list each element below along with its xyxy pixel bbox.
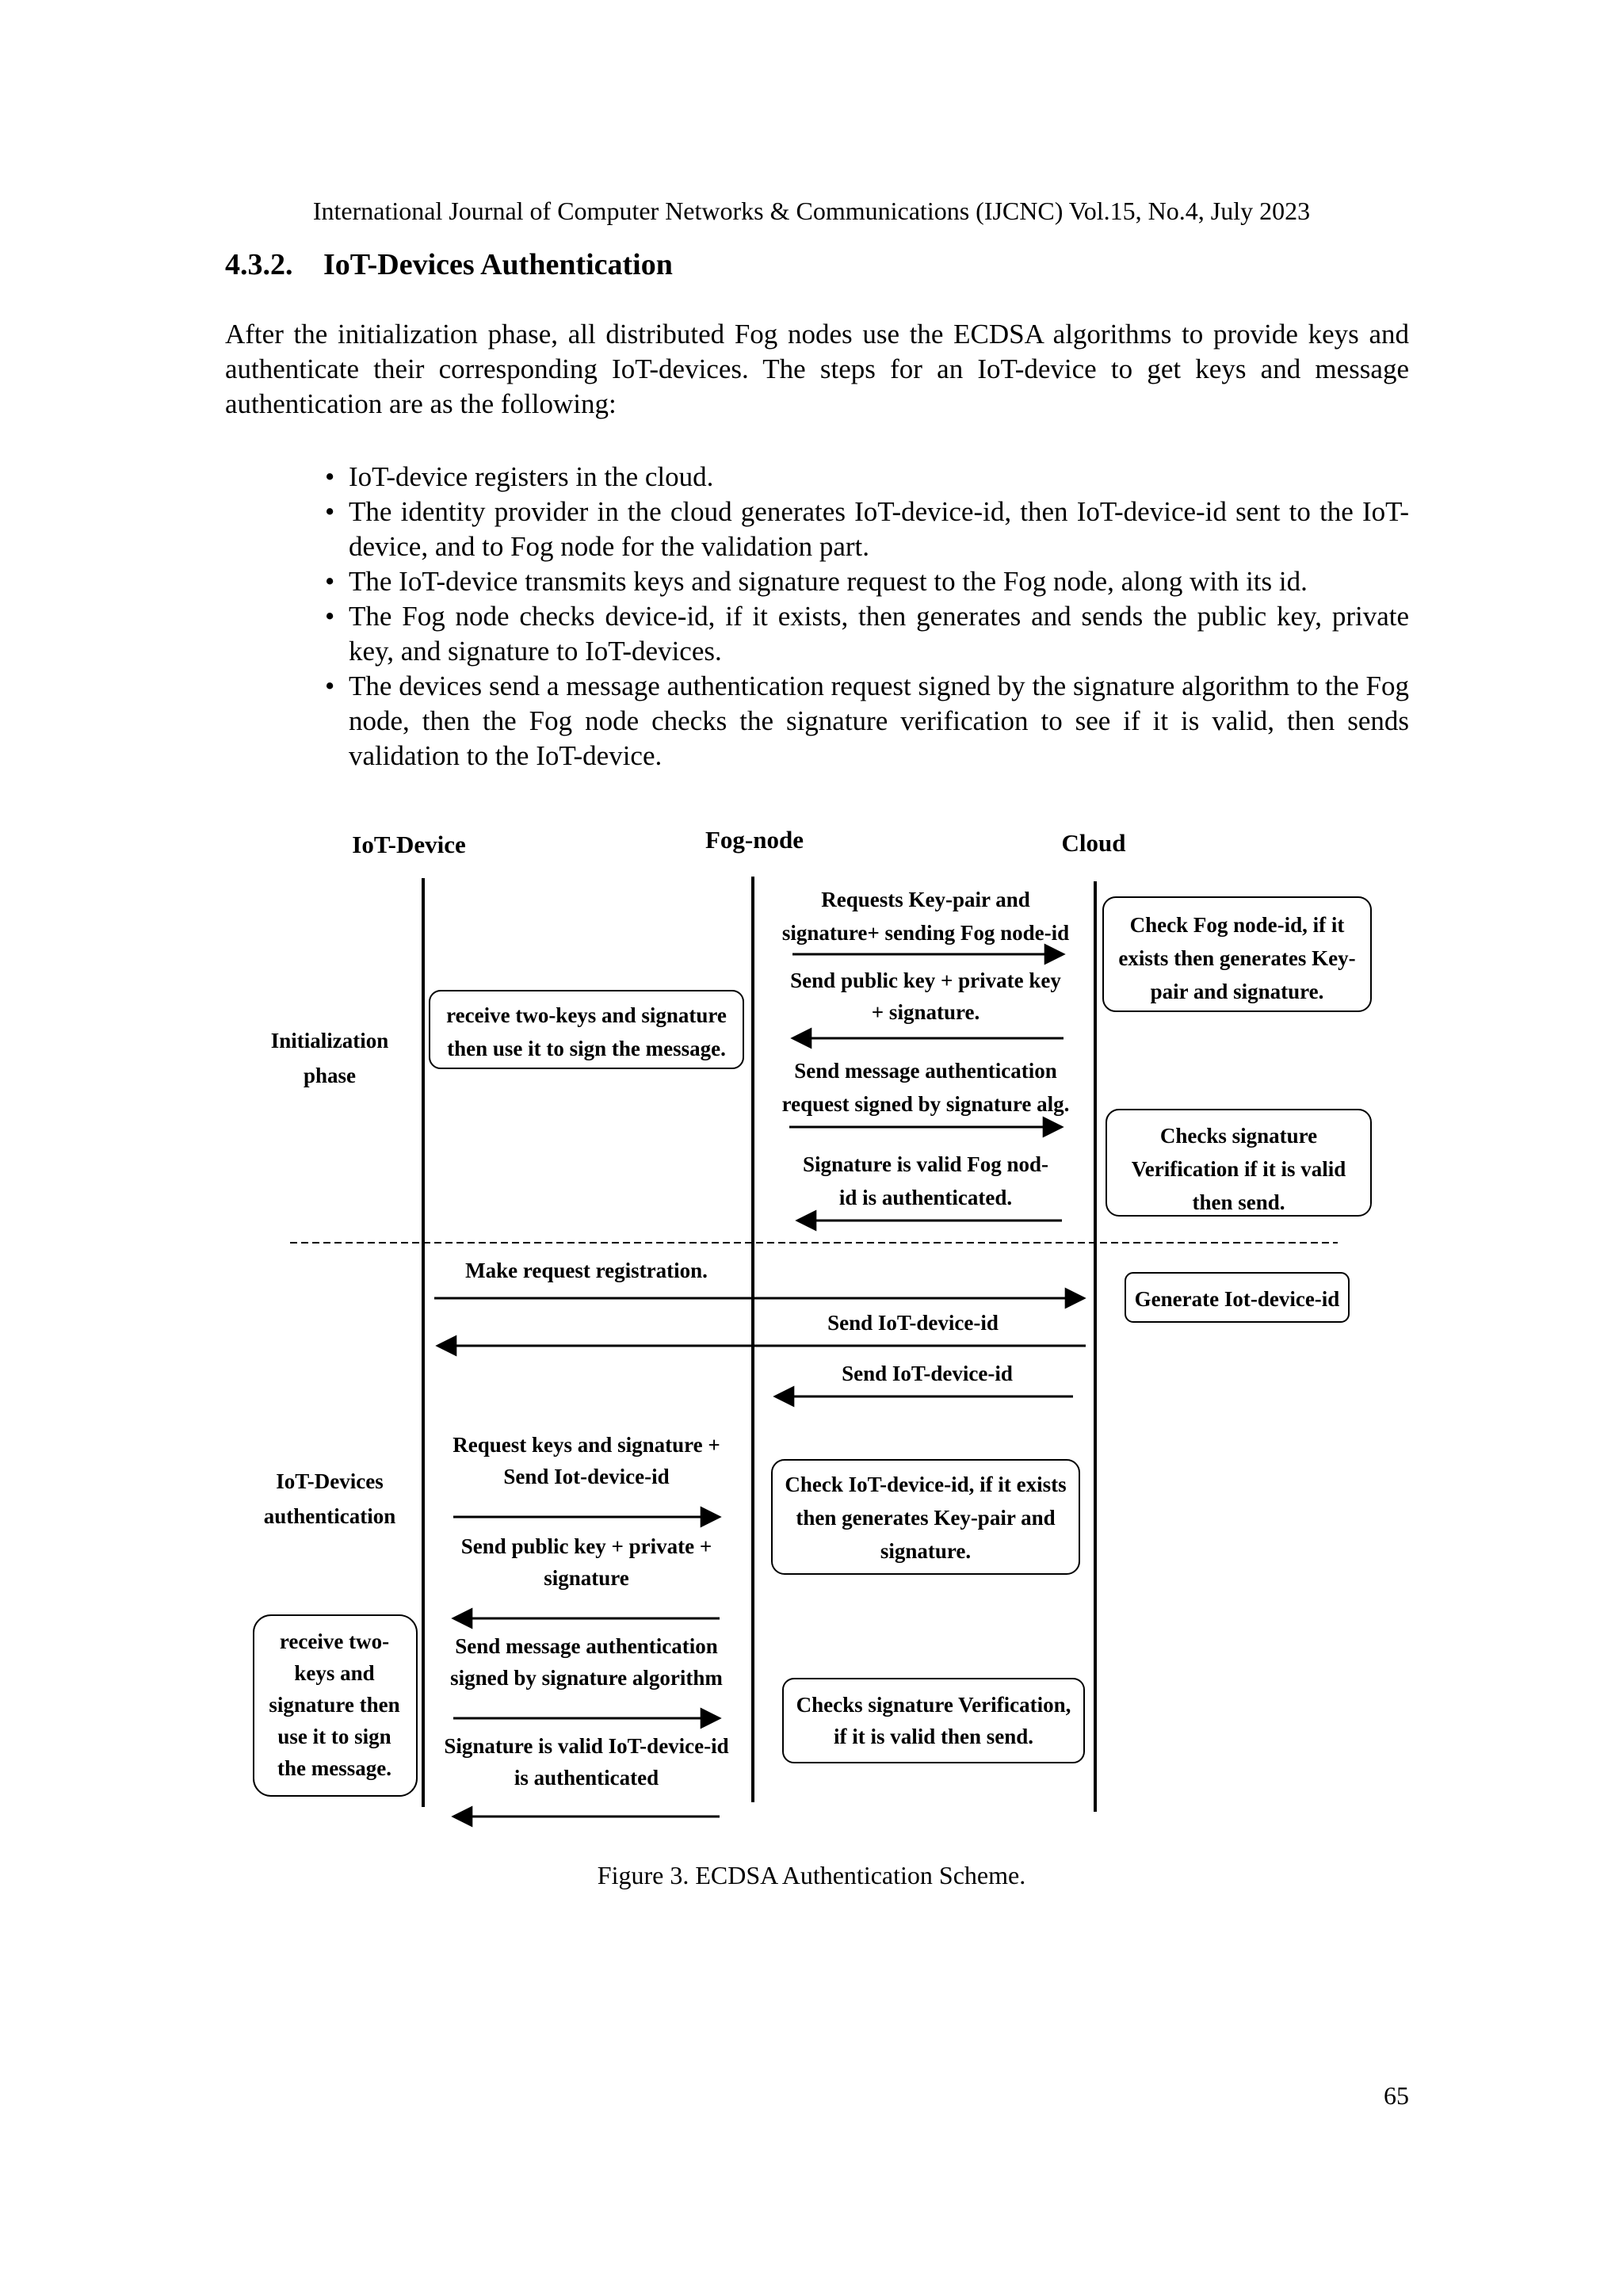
iot-auth-box-text: receive two- [279, 1629, 390, 1653]
list-item [300, 599, 1409, 669]
iot-auth-box-text: signature then [269, 1693, 400, 1717]
iot-init-box-text: then use it to sign the message. [447, 1037, 726, 1060]
phase-label-authentication: authentication [263, 1504, 396, 1528]
list-item-text: The IoT-device transmits keys and signature request to the Fog node, along with its id. [349, 566, 1308, 597]
cloud-verify-box-text: Checks signature [1159, 1124, 1318, 1148]
bullet-icon: • [325, 496, 335, 527]
cloud-check-box-text: pair and signature. [1150, 980, 1324, 1003]
init-message-1: signature+ sending Fog node-id [781, 921, 1070, 945]
column-cloud: Cloud [1061, 829, 1126, 857]
list-item [300, 669, 1409, 774]
section-number: 4.3.2. [225, 248, 293, 281]
iot-auth-box-text: the message. [277, 1756, 391, 1780]
iot-init-box-text: receive two-keys and signature [446, 1003, 727, 1027]
fog-check-box-text: signature. [880, 1539, 972, 1563]
phase-label-initialization: Initialization [270, 1029, 389, 1052]
bullet-icon: • [325, 461, 335, 492]
auth-message-2: Send public key + private + [460, 1534, 712, 1558]
cloud-verify-box-text: Verification if it is valid [1131, 1157, 1346, 1181]
init-message-2: Send public key + private key [790, 968, 1061, 992]
fog-verify-box [783, 1679, 1084, 1763]
phase-label-initialization: phase [303, 1064, 357, 1087]
bullet-icon: • [325, 670, 335, 701]
intro-paragraph: After the initialization phase, all distributed Fog nodes use the ECDSA algorithms to provide keys and authenticate their corresponding IoT-devices. The steps for an IoT-device to get keys and message authentication are as the following: [225, 319, 1409, 419]
steps-list [300, 460, 1409, 774]
send-id-message: Send IoT-device-id [842, 1362, 1013, 1385]
auth-message-1: Send Iot-device-id [503, 1465, 670, 1488]
section-title: IoT-Devices Authentication [323, 248, 673, 281]
journal-header: International Journal of Computer Networks & Communications (IJCNC) Vol.15, No.4, July 2023 [312, 197, 1311, 225]
bullet-icon: • [325, 601, 335, 632]
send-id-message: Send IoT-device-id [827, 1311, 999, 1335]
column-iot-device: IoT-Device [352, 831, 466, 858]
list-item [300, 495, 1409, 564]
auth-message-4: Signature is valid IoT-device-id [444, 1734, 729, 1758]
page-number: 65 [1384, 2081, 1409, 2110]
auth-message-3: Send message authentication [455, 1634, 718, 1658]
fog-check-box-text: Check IoT-device-id, if it exists [785, 1473, 1067, 1496]
generate-id-box-text: Generate Iot-device-id [1134, 1287, 1340, 1311]
list-item-text: The devices send a message authentication request signed by the signature algorithm to the Fog node, then the Fog node checks the signature verification to see if it is valid, then sends validation to the IoT-device. [349, 670, 1409, 771]
init-message-1: Requests Key-pair and [821, 888, 1030, 911]
list-item-text: IoT-device registers in the cloud. [349, 461, 714, 492]
init-message-3: request signed by signature alg. [781, 1092, 1070, 1116]
figure-caption: Figure 3. ECDSA Authentication Scheme. [597, 1861, 1026, 1889]
cloud-check-box-text: Check Fog node-id, if it [1129, 913, 1345, 937]
bullet-icon: • [325, 566, 335, 597]
phase-label-authentication: IoT-Devices [276, 1469, 384, 1493]
ecdsa-scheme-figure [250, 816, 1392, 1831]
auth-message-1: Request keys and signature + [453, 1433, 720, 1457]
cloud-verify-box-text: then send. [1192, 1190, 1285, 1214]
fog-verify-box-text: Checks signature Verification, [796, 1693, 1071, 1717]
list-item-text: The Fog node checks device-id, if it exists, then generates and sends the public key, private key, and signature to IoT-devices. [349, 601, 1409, 667]
iot-auth-box-text: keys and [294, 1661, 375, 1685]
column-fog-node: Fog-node [705, 826, 804, 854]
list-item [300, 460, 1409, 495]
init-message-2: + signature. [871, 1000, 980, 1024]
iot-auth-box-text: use it to sign [277, 1725, 391, 1748]
fog-verify-box-text: if it is valid then send. [833, 1725, 1034, 1748]
registration-message: Make request registration. [465, 1259, 708, 1282]
list-item [300, 564, 1409, 599]
sequence-diagram [250, 816, 1392, 1831]
init-message-3: Send message authentication [794, 1059, 1057, 1083]
init-message-4: Signature is valid Fog nod- [802, 1152, 1049, 1176]
cloud-check-box-text: exists then generates Key- [1118, 946, 1356, 970]
list-item-text: The identity provider in the cloud generates IoT-device-id, then IoT-device-id sent to the IoT-device, and to Fog node for the validation part. [349, 496, 1409, 562]
auth-message-3: signed by signature algorithm [450, 1666, 723, 1690]
auth-message-2: signature [544, 1566, 629, 1590]
section-heading [225, 247, 673, 282]
auth-message-4: is authenticated [514, 1766, 659, 1790]
init-message-4: id is authenticated. [838, 1186, 1013, 1209]
fog-check-box-text: then generates Key-pair and [796, 1506, 1056, 1530]
